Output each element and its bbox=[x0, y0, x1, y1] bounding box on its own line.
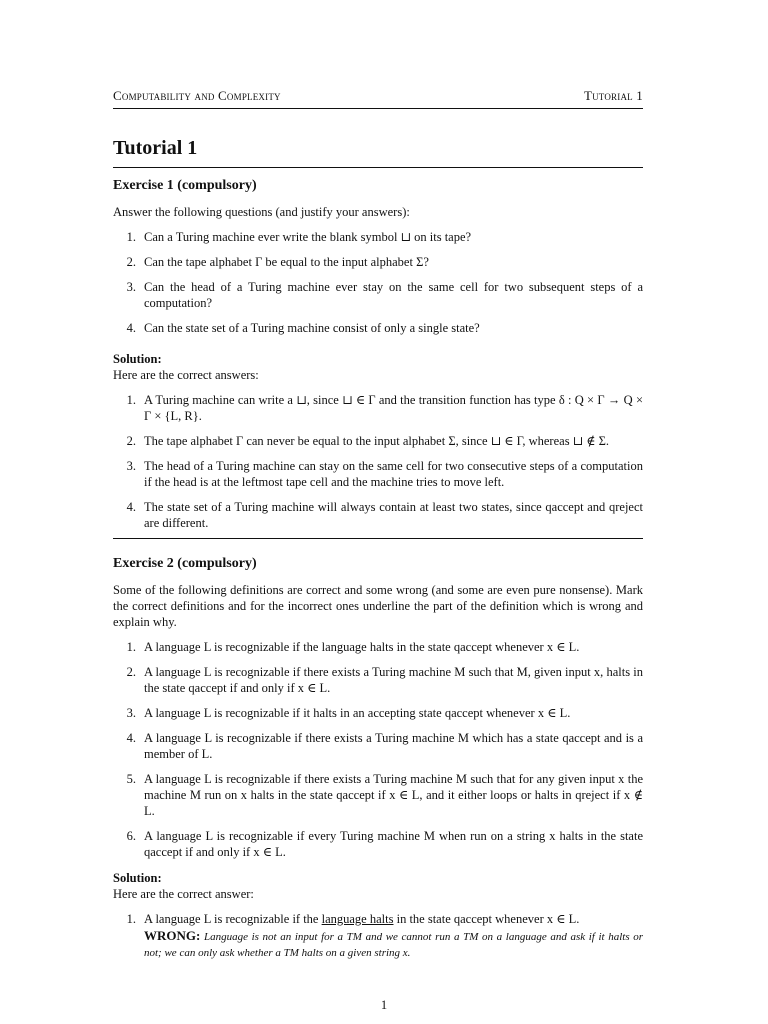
answer-item: 4. The state set of a Turing machine will always contain at least two states, since qaccept and qreject are different. bbox=[126, 500, 643, 530]
exercise-2-solution-label: Solution: bbox=[113, 871, 162, 885]
title-rule bbox=[113, 167, 643, 168]
definition-item: 1. A language L is recognizable if the language halts in the state qaccept whenever x ∈ L. bbox=[126, 640, 580, 654]
definition-item: 2. A language L is recognizable if there exists a Turing machine M such that M, given input x, halts in the state qaccept if and only if x ∈ L. bbox=[126, 665, 643, 695]
exercise-1-questions bbox=[113, 229, 643, 336]
exercise-1-intro: Answer the following questions (and justify your answers): bbox=[113, 205, 410, 219]
exercise-2-answers bbox=[113, 911, 643, 961]
underlined-wrong-part: language halts bbox=[321, 912, 394, 926]
question-item: 3. Can the head of a Turing machine ever stay on the same cell for two subsequent steps of a computation? bbox=[126, 280, 643, 310]
running-header bbox=[113, 88, 643, 109]
answer-item: 1. A Turing machine can write a ⊔, since ⊔ ∈ Γ and the transition function has type δ : Q × Γ → Q × Γ × {L, R}. bbox=[126, 393, 643, 423]
definition-item: 5. A language L is recognizable if there exists a Turing machine M such that for any given input x the machine M run on x halts in the state qaccept if x ∈ L, and it either loops or halts in qreject if x ∉ L. bbox=[126, 772, 643, 818]
question-item: 2. Can the tape alphabet Γ be equal to the input alphabet Σ? bbox=[126, 255, 429, 269]
exercise-1-solution-label: Solution: bbox=[113, 352, 162, 366]
answer-item: 3. The head of a Turing machine can stay on the same cell for two consecutive steps of a computation if the head is at the leftmost tape cell and the machine tries to move left. bbox=[126, 459, 643, 489]
wrong-explanation: WRONG: Language is not an input for a TM and we cannot run a TM on a language and ask if it halts or not; we can only ask whether a TM halts on a given string x. bbox=[144, 928, 644, 959]
definition-item: 3. A language L is recognizable if it halts in an accepting state qaccept whenever x ∈ L. bbox=[126, 706, 571, 720]
page-title: Tutorial 1 bbox=[113, 137, 198, 159]
exercise-1-solution-intro: Here are the correct answers: bbox=[113, 368, 259, 382]
exercise-2-solution-intro: Here are the correct answer: bbox=[113, 887, 254, 901]
course-title: Computability and Complexity bbox=[113, 88, 281, 103]
exercise-2-heading: Exercise 2 (compulsory) bbox=[113, 556, 257, 571]
exercise-2-intro: Some of the following definitions are correct and some wrong (and some are even pure nonsense). Mark the correct definitions and for the incorrect ones underline the part of the definition which is wrong and explain why. bbox=[113, 583, 643, 629]
tutorial-label: Tutorial 1 bbox=[583, 88, 643, 103]
document-page bbox=[113, 88, 643, 970]
exercise-1-heading: Exercise 1 (compulsory) bbox=[113, 178, 257, 193]
exercise-2-definitions bbox=[113, 639, 643, 860]
answer-item: 1. A language L is recognizable if the language halts in the state qaccept whenever x ∈ L. WRONG: Language is not an input for a TM and we cannot run a TM on a language and ask if it halts or not; we can only ask whether a TM halts on a given string x. bbox=[126, 912, 644, 959]
question-item: 4. Can the state set of a Turing machine consist of only a single state? bbox=[126, 321, 480, 335]
answer-item: 2. The tape alphabet Γ can never be equal to the input alphabet Σ, since ⊔ ∈ Γ, whereas ⊔ ∉ Σ. bbox=[126, 434, 610, 448]
exercise-1-answers bbox=[113, 392, 643, 531]
question-item: 1. Can a Turing machine ever write the blank symbol ⊔ on its tape? bbox=[126, 230, 472, 244]
definition-item: 6. A language L is recognizable if every Turing machine M when run on a string x halts in the state qaccept if and only if x ∈ L. bbox=[126, 829, 643, 859]
section-rule bbox=[113, 538, 643, 539]
wrong-label: WRONG: bbox=[144, 928, 201, 943]
definition-item: 4. A language L is recognizable if there exists a Turing machine M which has a state qaccept and is a member of L. bbox=[126, 731, 643, 761]
page-number: 1 bbox=[380, 998, 388, 1012]
